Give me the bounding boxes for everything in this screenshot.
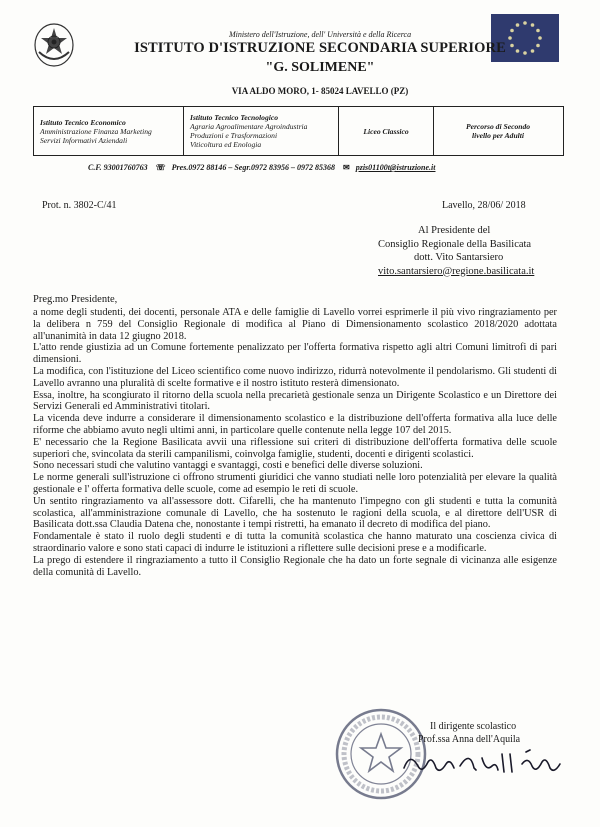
paragraph: L'atto rende giustizia ad un Comune fortemente penalizzato per l'offerta formativa rispetto agli altri Comuni limitrofi di pari dimensioni. (33, 342, 557, 366)
signer-title: Il dirigente scolastico (430, 721, 517, 732)
school-line: Amministrazione Finanza Marketing (40, 126, 152, 136)
eu-star (523, 21, 527, 25)
eu-star (516, 23, 520, 27)
paragraph: La prego di estendere il ringraziamento a tutto il Consiglio Regionale che ha dato un forte segnale di vicinanza alle esigenze della comunità di Lavello. (33, 554, 557, 578)
school-cell (184, 107, 339, 155)
recipient-line: Al Presidente del (418, 225, 491, 236)
school-title: Percorso di Secondo (465, 122, 531, 131)
paragraph: E' necessario che la Regione Basilicata avvii una riflessione sui criteri di distribuzione dell'offerta formativa delle scuole superiori che, svincolata da sterili campanilismi, coinvolga famiglie, studenti, docenti e dirigenti scolastici. (33, 436, 557, 460)
phone-numbers: Pres.0972 88146 – Segr.0972 83956 – 0972 85368 (171, 163, 335, 172)
school-line: Viticoltura ed Enologia (190, 140, 262, 149)
paragraph: La vicenda deve indurre a considerare il dimensionamento scolastico e la distribuzione dell'offerta formativa alla luce delle riforme che abbiamo avuto negli ultimi anni, in particolare quelle contenute nella legge 107 del 2015. (33, 413, 557, 436)
signature-block (418, 720, 520, 746)
schools-table (33, 106, 564, 156)
letter-date: Lavello, 28/06/ 2018 (442, 200, 526, 211)
email-link[interactable]: pzis01100t@istruzione.it (355, 163, 436, 172)
ministry-line: Ministero dell'Istruzione, dell' Università e della Ricerca (228, 30, 412, 39)
eu-star (531, 23, 535, 27)
institute-name: ISTITUTO D'ISTRUZIONE SECONDARIA SUPERIORE (134, 40, 506, 56)
school-title: Liceo Classico (363, 126, 409, 136)
school-cell (339, 107, 434, 155)
paragraph: Fondamentale è stato il ruolo degli studenti e di tutta la comunità scolastica che hanno maturato una coscienza civica di straordinario valore e sono stati capaci di indurre le istituzioni a riflettere sulle decisioni prese e a modificarle. (33, 531, 557, 554)
paragraph: Le norme generali sull'istruzione ci offrono strumenti giuridici che vanno studiati nelle loro potenzialità per elevare la qualità gestionale e l' offerta formativa delle scuole, come ad esempio le reti di scuole. (33, 472, 557, 495)
paragraph: Essa, inoltre, ha scongiurato il ritorno della scuola nella precarietà gestionale senza un Dirigente Scolastico e un Direttore dei Servizi Generali ed Amministrativi titolari. (33, 389, 557, 413)
recipient-line: Consiglio Regionale della Basilicata (378, 238, 532, 250)
institute-address: VIA ALDO MORO, 1- 85024 LAVELLO (PZ) (231, 86, 409, 96)
recipient-line: dott. Vito Santarsiero (414, 252, 504, 263)
school-line: Produzioni e Trasformazioni (190, 131, 278, 140)
contacts-line (88, 163, 568, 172)
school-line: Agraria Agroalimentare Agroindustria (190, 122, 308, 131)
school-title: Istituto Tecnico Tecnologico (190, 113, 279, 122)
school-line: livello per Adulti (471, 131, 525, 140)
protocol-number: Prot. n. 3802-C/41 (42, 200, 117, 211)
school-name: "G. SOLIMENE" (265, 60, 375, 75)
paragraph: La modifica, con l'istituzione del Liceo scientifico come nuovo indirizzo, ridurrà notevolmente il pendolarismo. Gli studenti di Lavello avranno una pluralità di scelte formative e il nostro istituto resterà dimensionato. (33, 365, 557, 389)
envelope-icon: ✉ (343, 163, 350, 172)
handwritten-signature (400, 744, 570, 784)
letter-body (33, 307, 557, 578)
school-cell (34, 107, 184, 155)
recipient-block (378, 224, 534, 278)
school-line: Servizi Informativi Aziendali (40, 135, 128, 145)
signer-name: Prof.ssa Anna dell'Aquila (418, 734, 521, 745)
tax-code: C.F. 93001760763 (88, 163, 148, 172)
school-cell (434, 107, 562, 155)
school-title: Istituto Tecnico Economico (40, 117, 126, 127)
paragraph: Sono necessari studi che valutino vantaggi e svantaggi, costi e benefici delle diverse soluzioni. (33, 460, 423, 472)
phone-icon: ☏ (155, 163, 166, 172)
recipient-email[interactable]: vito.santarsiero@regione.basilicata.it (378, 265, 535, 277)
paragraph: Un sentito ringraziamento va all'assessore dott. Cifarelli, che ha mantenuto l'impegno con gli studenti e tutta la comunità scolastica, all'amministrazione comunale di Lavello, che ha sostenuto le ragioni della scuola, e al direttore dell'USR di Basilicata dott.ssa Claudia Datena che, nonostante i tempi ristretti, ha emanato il decreto di modifica del piano. (33, 495, 557, 531)
paragraph: a nome degli studenti, dei docenti, personale ATA e delle famiglie di Lavello vorrei esprimerle il più vivo ringraziamento per la delibera n 759 del Consiglio Regionale di modifica al Piano di Dimensionamento scolastico 2018/2020 adottata all'unanimità in data 12 giugno 2018. (33, 307, 557, 342)
salutation: Preg.mo Presidente, (33, 294, 118, 305)
